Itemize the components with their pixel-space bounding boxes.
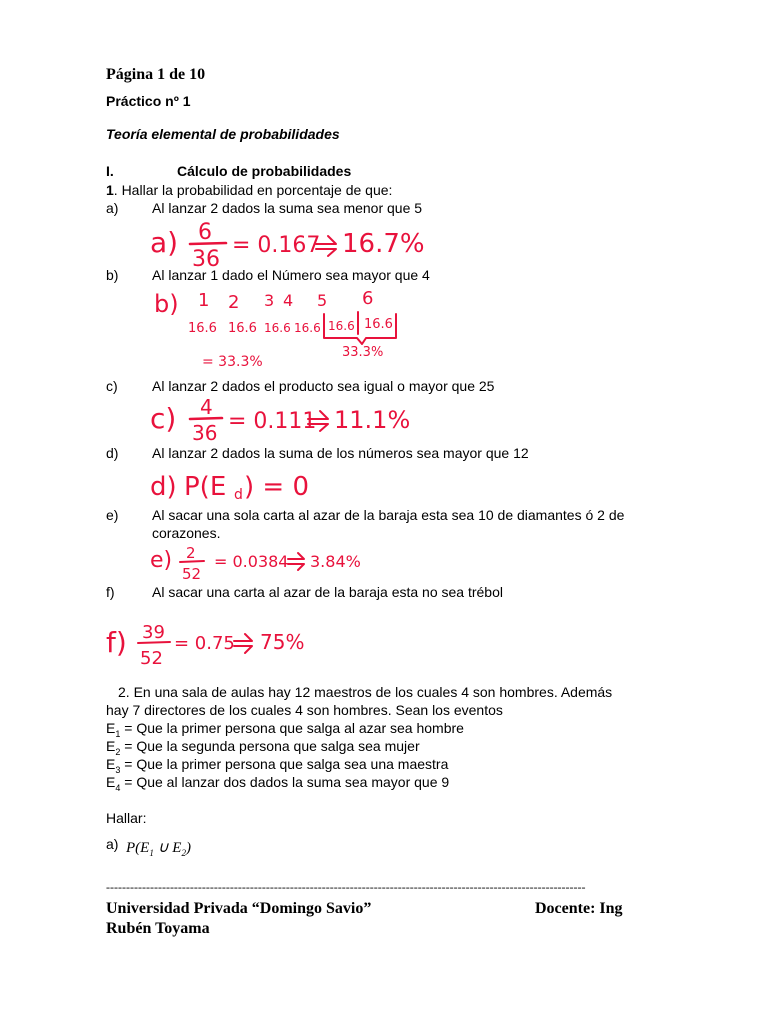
formula-cup: ∪ E (153, 840, 182, 856)
hw-b-prob-6: 16.6 (364, 317, 393, 332)
section-title: Cálculo de probabilidades (177, 163, 352, 179)
hw-c-decimal: = 0.111 (228, 409, 317, 434)
hw-b-prob-1: 16.6 (188, 321, 217, 336)
item-a-text: Al lanzar 2 dados la suma sea menor que 5 (152, 200, 423, 216)
handwritten-answer-a (150, 218, 425, 272)
item-e-text: Al sacar una sola carta al azar de la baraja esta sea 10 de diamantes ó 2 de (152, 507, 625, 523)
item-b-label: b) (106, 267, 119, 283)
hw-d-label: d) (150, 472, 177, 502)
hw-a-label: a) (150, 226, 179, 259)
section-numeral: I. (106, 163, 114, 179)
find-label: Hallar: (106, 810, 147, 826)
item-a-label: a) (106, 200, 119, 216)
item-f-text: Al sacar una carta al azar de la baraja esta no sea trébol (152, 584, 503, 600)
formula-close: ) (185, 840, 191, 856)
hw-b-face-3: 3 (264, 291, 275, 310)
handwritten-answer-c (150, 396, 410, 446)
hw-a-decimal: = 0.167 (232, 233, 321, 258)
formula-sub-2: 2 (181, 848, 186, 858)
hw-e-percent: 3.84% (310, 552, 361, 571)
item-d-label: d) (106, 445, 119, 461)
handwritten-answer-b (152, 286, 412, 370)
hw-e-num: 2 (186, 544, 196, 562)
handwritten-answer-f (106, 616, 326, 672)
item-b (106, 267, 430, 283)
event-e3-sub: 3 (115, 764, 121, 775)
event-e4-name: E (106, 774, 116, 790)
hw-b-face-1: 1 (198, 290, 210, 311)
find-item-a-label: a) (106, 836, 119, 852)
hw-a-percent: 16.7% (342, 229, 425, 259)
practice-title: Práctico nº 1 (106, 93, 191, 109)
hw-a-num: 6 (198, 220, 212, 245)
problem-2-line-1: 2. En una sala de aulas hay 12 maestros de los cuales 4 son hombres. Además (118, 684, 613, 700)
hw-b-face-4: 4 (283, 291, 294, 310)
formula-union (126, 838, 191, 858)
event-e2-sub: 2 (115, 746, 121, 757)
event-e2-name: E (106, 738, 116, 754)
hw-e-decimal: = 0.0384 (214, 552, 289, 571)
hw-f-decimal: = 0.75 (174, 633, 235, 654)
hw-b-face-2: 2 (228, 292, 240, 313)
item-e-label: e) (106, 507, 119, 523)
hw-b-face-6: 6 (362, 288, 374, 309)
hw-b-prob-5: 16.6 (328, 319, 355, 333)
event-e3-text: = Que la primer persona que salga sea una maestra (120, 756, 449, 772)
item-d (106, 445, 529, 461)
item-e-text-continued: corazones. (152, 525, 221, 541)
event-e3-name: E (106, 756, 116, 772)
hw-b-label: b) (154, 290, 179, 318)
hw-f-label: f) (106, 626, 127, 659)
item-a (106, 200, 423, 216)
hw-c-num: 4 (200, 395, 213, 419)
event-e4-text: = Que al lanzar dos dados la suma sea mayor que 9 (120, 774, 450, 790)
footer-teacher-name: Rubén Toyama (106, 920, 210, 937)
handwritten-answer-e (150, 543, 390, 585)
hw-c-percent: 11.1% (334, 406, 411, 434)
item-f-label: f) (106, 584, 115, 600)
hw-d-result: ) = 0 (244, 472, 309, 502)
item-c-text: Al lanzar 2 dados el producto sea igual o mayor que 25 (152, 378, 495, 394)
hw-b-right-total: 33.3% (342, 345, 384, 360)
footer-teacher-label: Docente: Ing (535, 900, 623, 917)
problem-1-statement (106, 182, 392, 198)
formula-sub-1: 1 (149, 848, 154, 858)
hw-d-sub: d (234, 487, 243, 503)
hw-a-den: 36 (192, 247, 220, 272)
hw-b-prob-3: 16.6 (264, 321, 291, 335)
item-f (106, 584, 503, 600)
problem-2-line-2: hay 7 directores de los cuales 4 son hombres. Sean los eventos (106, 702, 503, 718)
formula-p: P(E (126, 840, 150, 856)
handwritten-answer-d (150, 465, 310, 505)
hw-f-den: 52 (140, 648, 163, 669)
hw-d-expr: P(E (184, 472, 227, 502)
page-number: Página 1 de 10 (106, 66, 206, 83)
footer-university: Universidad Privada “Domingo Savio” (106, 900, 372, 917)
event-e2-text: = Que la segunda persona que salga sea mujer (120, 738, 420, 754)
item-c (106, 378, 495, 394)
event-e3 (106, 756, 448, 775)
item-d-text: Al lanzar 2 dados la suma de los números sea mayor que 12 (152, 445, 529, 461)
hw-e-label: e) (150, 548, 173, 573)
event-e4 (106, 774, 449, 793)
problem-1-text: . Hallar la probabilidad en porcentaje de que: (113, 182, 393, 198)
topic-title: Teoría elemental de probabilidades (106, 126, 340, 142)
footer-separator: ------------------------------------------------------------------------------------------------------------------------ (106, 880, 586, 894)
hw-c-den: 36 (192, 421, 218, 445)
problem-1-number: 1 (106, 182, 114, 198)
item-b-text: Al lanzar 1 dado el Número sea mayor que 4 (152, 267, 430, 283)
item-c-label: c) (106, 378, 118, 394)
hw-f-num: 39 (142, 622, 165, 643)
hw-f-percent: 75% (260, 630, 305, 654)
event-e1-text: = Que la primer persona que salga al azar sea hombre (120, 720, 464, 736)
hw-b-prob-2: 16.6 (228, 321, 257, 336)
item-e (106, 507, 625, 523)
event-e1 (106, 720, 464, 739)
hw-c-label: c) (150, 402, 177, 435)
hw-b-prob-4: 16.6 (294, 321, 321, 335)
hw-e-den: 52 (182, 565, 202, 583)
event-e4-sub: 4 (115, 782, 121, 793)
event-e2 (106, 738, 420, 757)
event-e1-sub: 1 (115, 728, 121, 739)
event-e1-name: E (106, 720, 116, 736)
hw-b-left-total: = 33.3% (202, 354, 263, 370)
hw-b-face-5: 5 (317, 291, 328, 310)
